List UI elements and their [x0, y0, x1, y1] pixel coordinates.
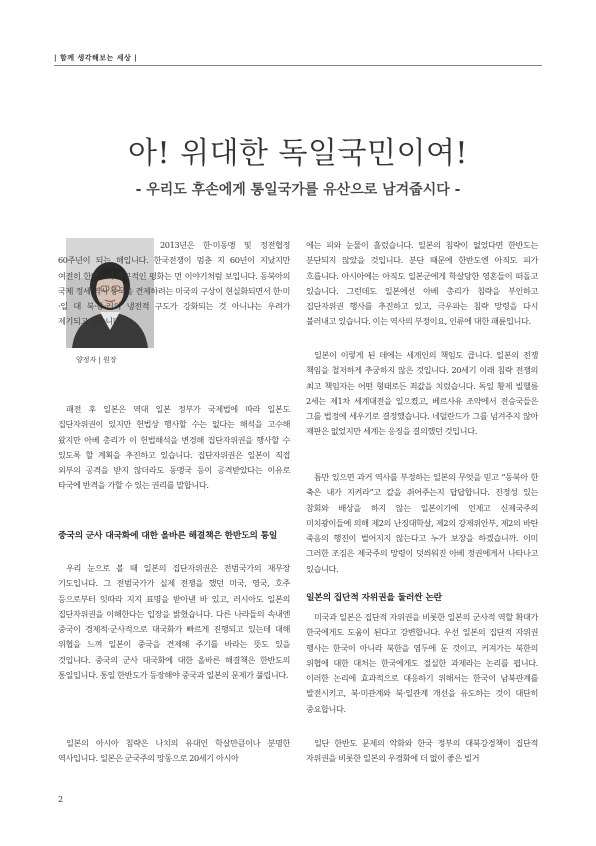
photo-caption: 양정자 | 원장	[76, 356, 117, 364]
left-paragraph-2: 패전 후 일본은 역대 일본 정부가 국제법에 따라 일본도 집단자위권이 있지만 헌법상 행사할 수는 없다는 해석을 고수해 왔지만 아베 총리가 이 헌법해석을 변경해 집단자위권을 행사할 수 있도록 할 계획을 추진하고 있습니다. 집단자위권은 일본이 직접 외부의 공격을 받지 않더라도 동맹국 등이 공격받았다는 이유로 타국에 반격을 가할 수 있는 권리를 말합니다.	[58, 404, 290, 491]
section-header	[54, 54, 542, 66]
right-paragraph-2: 일본이 이렇게 된 데에는 세계인의 책임도 큽니다. 일본의 전쟁 책임을 철저하게 추궁하지 않은 것입니다. 20세기 이래 침략 전쟁의 최고 책임자는 어떤 형태로든 죄값을 치렀습니다. 독일 황제 빌헬름 2세는 제1차 세계대전을 일으켰고, 베르사유 조약에서 전승국들은 그를 법정에 세우기로 결정했습니다. 네덜란드가 그를 넘겨주지 않아 재판은 없었지만 세계는 응징을 결의했던 것입니다.	[306, 350, 538, 437]
article-subtitle: - 우리도 후손에게 통일국가를 유산으로 남겨줍시다 -	[135, 182, 461, 198]
left-paragraph-3: 우리 눈으로 볼 때 일본의 집단자위권은 전범국가의 재무장 기도입니다. 그 전범국가가 실제 전쟁을 했던 미국, 영국, 호주 등으로부터 잇따라 지지 표명을 받아낸 바 있고, 러시아도 일본의 집단자위권을 이해한다는 입장을 밝혔습니다. 다른 나라들의 속내엔 중국이 경제적·군사적으로 대국화가 빠르게 진행되고 있는데 대해 위협을 느껴 일본이 중국을 견제해 주기를 바라는 뜻도 있을 것입니다. 중국의 군사 대국화에 대한 올바른 해결책은 한반도의 통일입니다. 통일 한반도가 등장해야 중국과 일본의 문제가 풀립니다.	[58, 563, 290, 681]
right-paragraph-3: 틈만 있으면 과거 역사를 부정하는 일본의 무엇을 믿고 “동북아 한 축은 내가 지켜라”고 칼을 쥐어주는지 답답합니다. 진정성 있는 참회와 배상을 하지 않는 일본이기에 언제고 신제국주의 미치광이들에 의해 제2의 난징대학살, 제2의 강제위안부, 제2의 바탄 죽음의 행진이 벌어지지 않는다고 누가 보장을 하겠습니까. 이미 그러한 조짐은 제국주의 망령이 덧씌워진 아베 정권에게서 나타나고 있습니다.	[306, 472, 538, 574]
right-paragraph-5: 일단 한반도 문제의 악화와 한국 정부의 대북강경책이 집단적 자위권을 비롯한 일본의 우경화에 더 없이 좋은 빌거	[306, 738, 538, 764]
left-paragraph-1: 2013년은 한·미동맹 및 정전협정 60주년이 되는 해입니다. 한국전쟁이 멈춘 지 60년이 지났지만 여전히 한반도의 항구적인 평화는 먼 이야기처럼 보입니다. 동북아의 국제 정세 역시 중국을 견제하려는 미국의 구상이 현실화되면서 한·미·일 대 북·중·러의 냉전적 구도가 강화되는 것 아니냐는 우려가 제기되고 있습니다.	[58, 240, 290, 327]
left-paragraph-4: 일본의 아시아 침략은 나치의 유대인 학살만큼이나 분명한 역사입니다. 일본은 군국주의 망동으로 20세기 아시아	[58, 738, 290, 764]
left-heading-1: 중국의 군사 대국화에 대한 올바른 해결책은 한반도의 통일	[58, 531, 278, 541]
page-number: 2	[58, 795, 64, 804]
right-heading-1: 일본의 집단적 자위권을 둘러싼 논란	[306, 593, 442, 603]
right-paragraph-4: 미국과 일본은 집단적 자위권을 비롯한 일본의 군사적 역할 확대가 한국에게도 도움이 된다고 강변합니다. 우선 일본의 집단적 자위권 행사는 한국이 아니라 북한을 염두에 둔 것이고, 커져가는 북한의 위협에 대한 대처는 한국에게도 절실한 과제라는 논리를 폅니다. 이러한 논리에 효과적으로 대응하기 위해서는 한국이 남북관계를 발전시키고, 북·미관계와 북·일관계 개선을 유도하는 것이 대단히 중요합니다.	[306, 612, 538, 714]
right-paragraph-1: 에는 피와 눈물이 흘렀습니다. 일본의 침략이 없었다면 한반도는 분단되지 않았을 것입니다. 분단 때문에 한반도엔 아직도 피가 흐릅니다. 아시아에는 아직도 일본군에게 학살당한 영혼들이 떠돌고 있습니다. 그런데도 일본에선 아베 총리가 침략을 부인하고 집단자위권 행사를 추진하고 있고, 극우파는 침략 망령을 다시 불러내고 있습니다. 이는 역사의 부정이요, 인류에 대한 패륜입니다.	[306, 240, 538, 327]
section-header-label: | 함께 생각해보는 세상 |	[54, 54, 138, 62]
article-title: 아! 위대한 독일국민이여!	[128, 136, 468, 171]
